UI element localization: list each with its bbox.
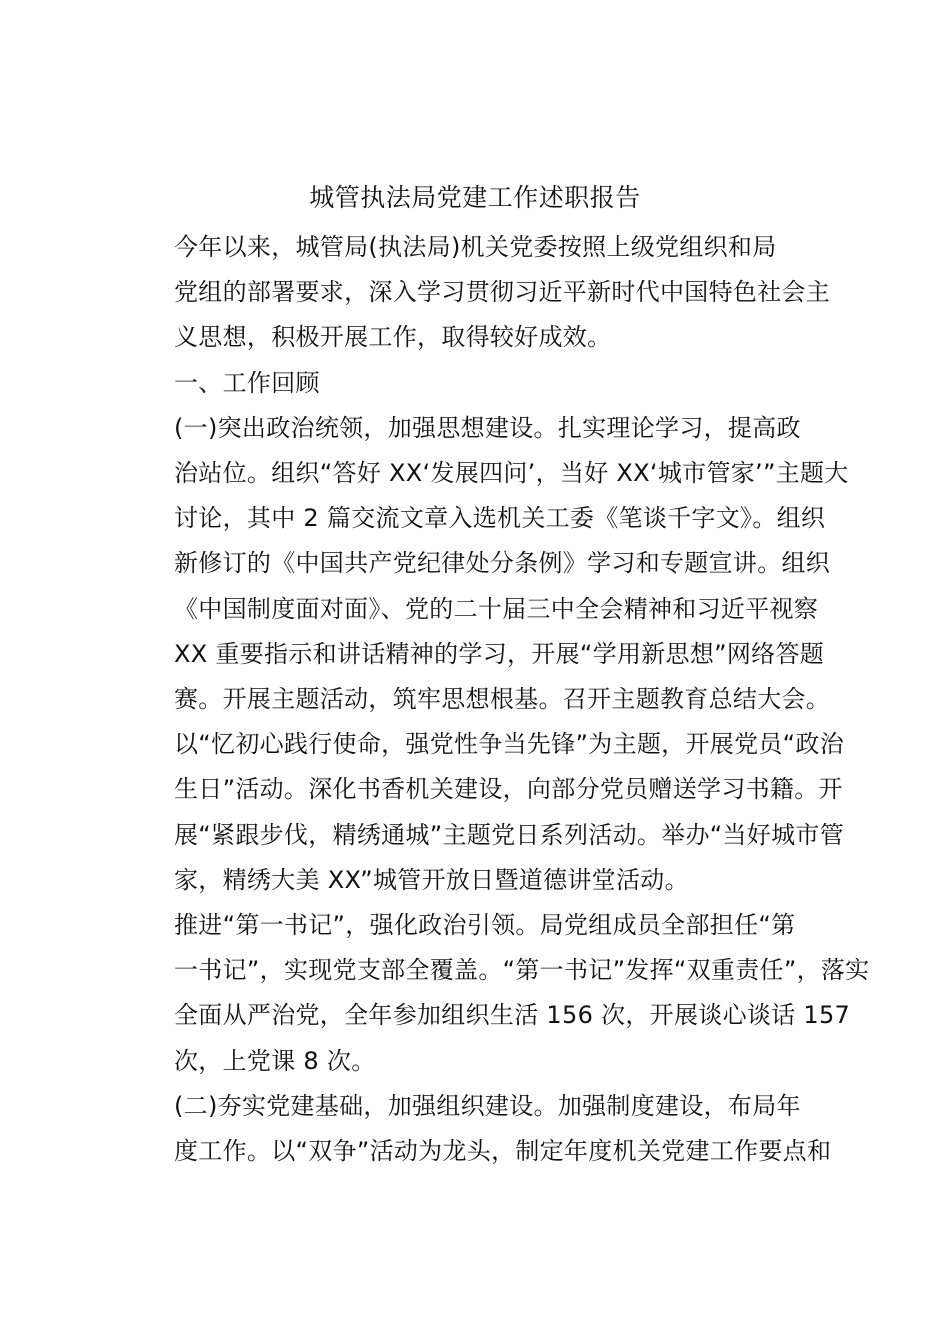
- text-line: 《中国制度面对面》、党的二十届三中全会精神和习近平视察: [174, 594, 819, 623]
- text-line: 讨论，其中 2 篇交流文章入选机关工委《笔谈千字文》。组织: [174, 504, 826, 533]
- paragraph-intro: [126, 225, 830, 361]
- text-line: 赛。开展主题活动，筑牢思想根基。召开主题教育总结大会。: [174, 685, 831, 714]
- text-line: 治站位。组织“答好 XX‘发展四问’，当好 XX‘城市管家’”主题大: [174, 459, 849, 488]
- text-line: 展“紧跟步伐，精绣通城”主题党日系列活动。举办“当好城市管: [174, 820, 844, 849]
- text-line: (一)突出政治统领，加强思想建设。扎实理论学习，提高政: [174, 413, 801, 442]
- text-line: 一书记”，实现党支部全覆盖。“第一书记”发挥“双重责任”，落实: [174, 956, 870, 985]
- paragraph-organization-building: [126, 1084, 830, 1174]
- text-line: 义思想，积极开展工作，取得较好成效。: [174, 323, 612, 352]
- text-line: 今年以来，城管局(执法局)机关党委按照上级党组织和局: [174, 233, 777, 261]
- text-line: XX 重要指示和讲话精神的学习，开展“学用新思想”网络答题: [174, 639, 825, 668]
- document-body: [126, 225, 870, 1174]
- text-line: 家，精绣大美 XX”城管开放日暨道德讲堂活动。: [174, 865, 689, 894]
- text-line: 新修订的《中国共产党纪律处分条例》学习和专题宣讲。组织: [174, 549, 831, 578]
- section-heading: [126, 361, 830, 406]
- paragraph-political-leadership: [126, 406, 849, 903]
- text-line: 以“忆初心践行使命，强党性争当先锋”为主题，开展党员“政治: [174, 730, 844, 759]
- text-line: 一、工作回顾: [174, 368, 320, 397]
- text-line: 生日”活动。深化书香机关建设，向部分党员赠送学习书籍。开: [174, 775, 843, 804]
- document-title: 城管执法局党建工作述职报告: [309, 183, 641, 212]
- text-line: 全面从严治党，全年参加组织生活 156 次，开展谈心谈话 157: [174, 1001, 851, 1030]
- text-line: 次，上党课 8 次。: [174, 1046, 376, 1075]
- text-line: 推进“第一书记”，强化政治引领。局党组成员全部担任“第: [174, 911, 796, 940]
- text-line: (二)夯实党建基础，加强组织建设。加强制度建设，布局年: [174, 1091, 801, 1120]
- text-line: 党组的部署要求，深入学习贯彻习近平新时代中国特色社会主: [174, 278, 831, 307]
- text-line: 度工作。以“双争”活动为龙头，制定年度机关党建工作要点和: [174, 1137, 832, 1166]
- paragraph-first-secretary: [126, 903, 870, 1084]
